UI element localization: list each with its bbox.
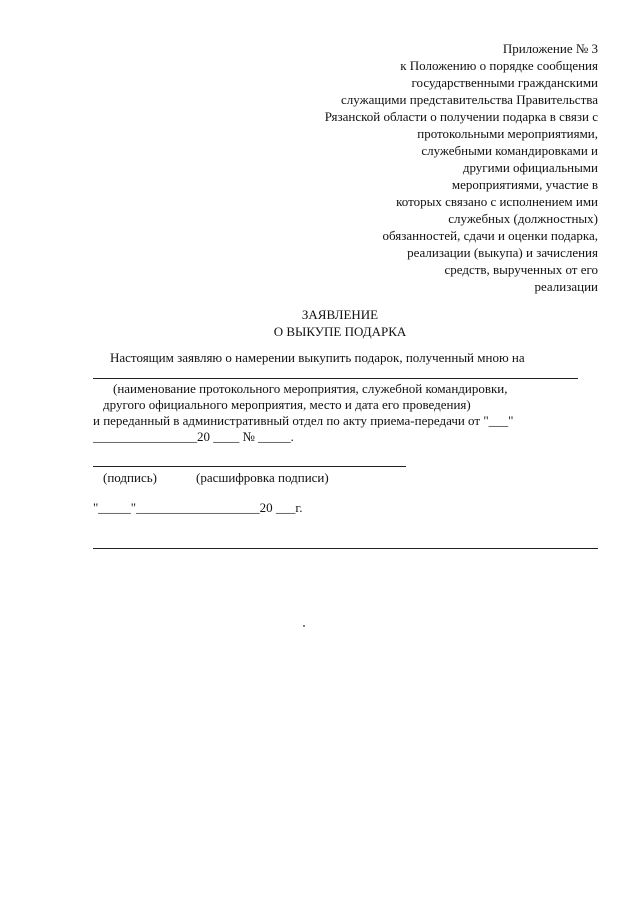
signature-line[interactable] — [93, 466, 406, 467]
appendix-line: реализации — [534, 279, 598, 294]
sign-date-line: "_____"___________________20 ___г. — [93, 500, 303, 515]
appendix-line: к Положению о порядке сообщения — [400, 58, 598, 73]
title-line-1: ЗАЯВЛЕНИЕ — [301, 307, 379, 322]
transfer-text: и переданный в административный отдел по акту приема-передачи от "___" — [93, 413, 514, 428]
appendix-line: которых связано с исполнением ими — [396, 194, 598, 209]
appendix-line: другими официальными — [462, 160, 598, 175]
appendix-line: протокольными мероприятиями, — [417, 126, 598, 141]
appendix-line: обязанностей, сдачи и оценки подарка, — [382, 228, 598, 243]
appendix-line: Рязанской области о получении подарка в связи с — [324, 109, 598, 124]
appendix-line: служебными командировками и — [421, 143, 598, 158]
appendix-line: служебных (должностных) — [448, 211, 598, 226]
appendix-line: служащими представительства Правительства — [341, 92, 598, 107]
appendix-line: средств, вырученных от его — [444, 262, 598, 277]
appendix-line: государственными гражданскими — [411, 75, 598, 90]
sign-decode-label: (расшифровка подписи) — [196, 470, 329, 485]
event-hint-2: другого официального мероприятия, место и дата его проведения) — [103, 397, 471, 412]
appendix-line: реализации (выкупа) и зачисления — [407, 245, 598, 260]
appendix-header — [298, 40, 598, 295]
act-date-number: ________________20 ____ № _____. — [93, 429, 294, 444]
event-fill-line[interactable] — [93, 378, 578, 379]
sign-label: (подпись) — [103, 470, 157, 485]
document-title — [0, 306, 640, 340]
bottom-separator-line — [93, 548, 598, 549]
appendix-line: мероприятиями, участие в — [451, 177, 598, 192]
appendix-line: Приложение № 3 — [502, 41, 598, 56]
stray-dot — [303, 625, 305, 627]
intro-text: Настоящим заявляю о намерении выкупить подарок, полученный мною на — [110, 350, 525, 365]
title-line-2: О ВЫКУПЕ ПОДАРКА — [273, 324, 407, 339]
event-hint-1: (наименование протокольного мероприятия, служебной командировки, — [113, 381, 508, 396]
